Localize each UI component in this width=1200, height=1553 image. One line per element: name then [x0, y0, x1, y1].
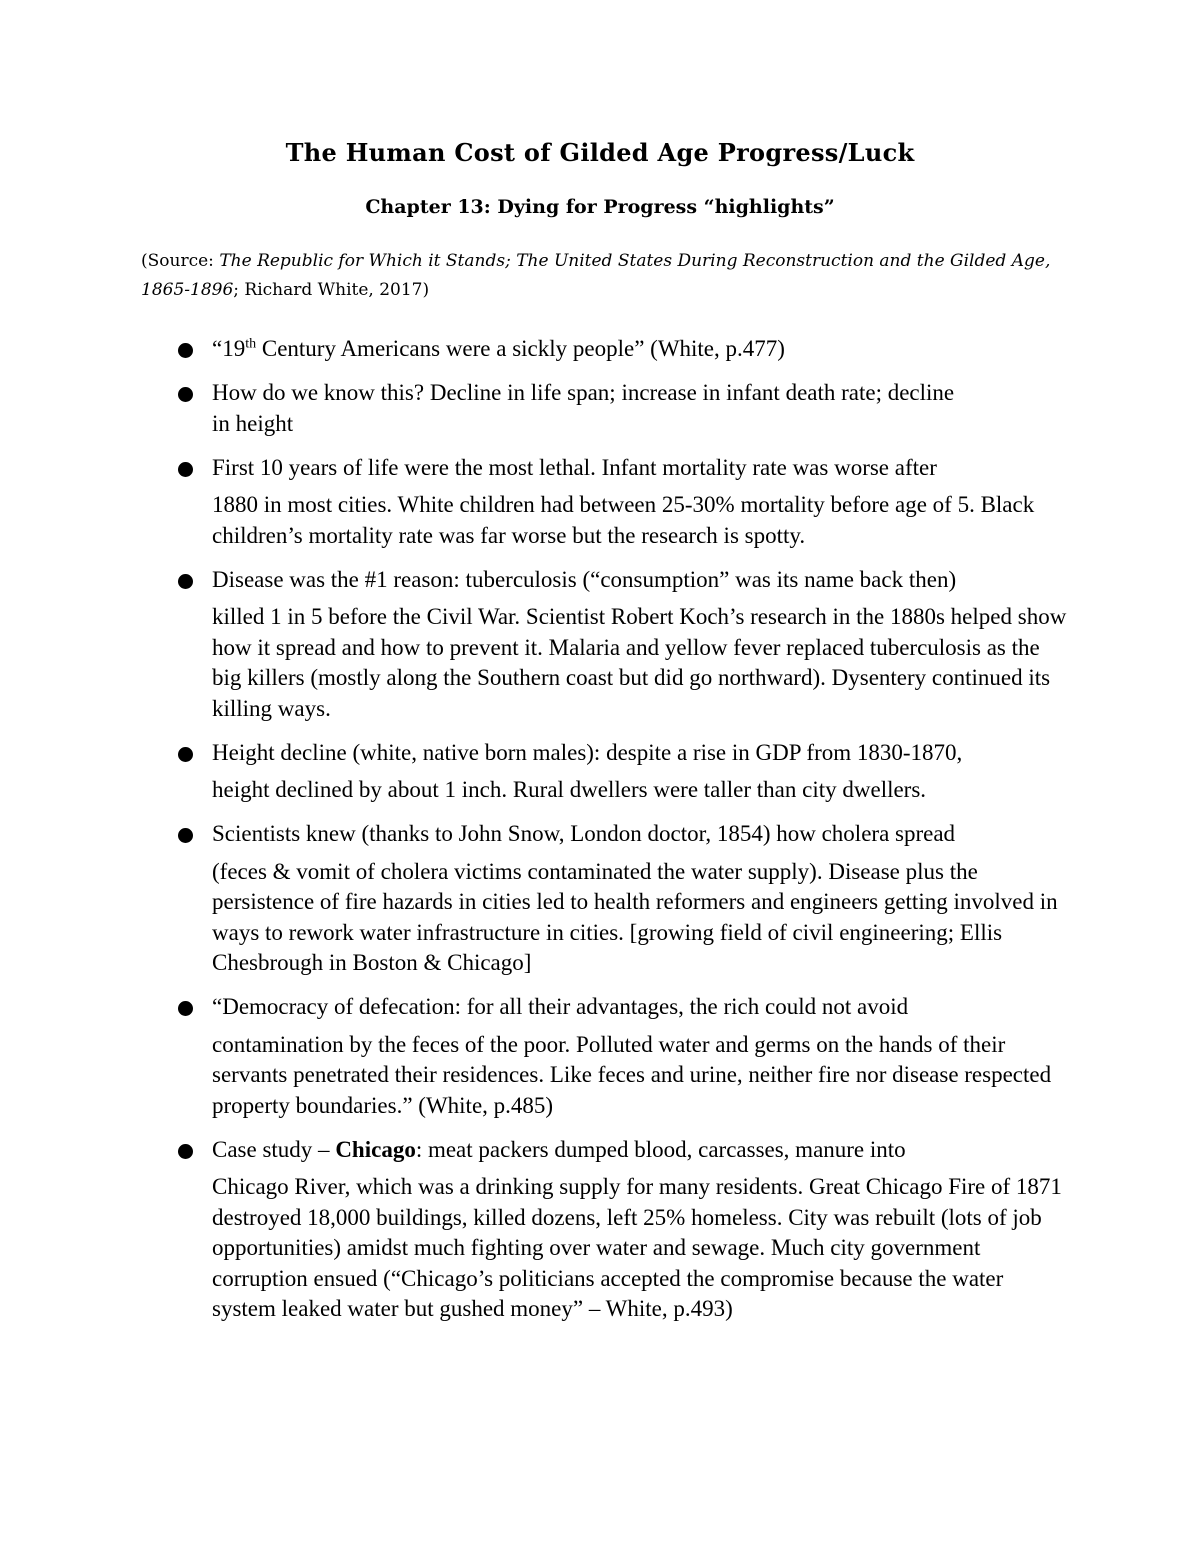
bullet-icon [178, 747, 193, 762]
source-suffix: ; Richard White, 2017) [233, 280, 430, 300]
bullet-text: : meat packers dumped blood, carcasses, manure into [415, 1136, 906, 1162]
bullet-text: Case study – [212, 1136, 336, 1162]
list-item [170, 992, 1070, 1121]
chapter-subtitle: Chapter 13: Dying for Progress “highlights” [365, 196, 835, 218]
bullet-continuation: contamination by the feces of the poor. Polluted water and germs on the hands of their servants penetrated their residences. Like feces and urine, neither fire nor disease respected property boundaries.” (White, p.485) [212, 1031, 1052, 1118]
bullet-icon [178, 343, 193, 358]
source-prefix: (Source: [141, 251, 220, 271]
list-item [170, 819, 1070, 979]
list-item [170, 453, 1070, 552]
bullet-first-line: Height decline (white, native born males): despite a rise in GDP from 1830-1870, [212, 739, 963, 765]
bullet-icon [178, 1144, 193, 1159]
bullet-continuation: height declined by about 1 inch. Rural dwellers were taller than city dwellers. [212, 777, 927, 802]
bullet-first-line [212, 1135, 1070, 1166]
bullet-continuation: in height [212, 410, 294, 436]
bullet-continuation: Chicago River, which was a drinking supply for many residents. Great Chicago Fire of 1871 destroyed 18,000 buildings, killed dozens, left 25% homeless. City was rebuilt (lots of job opportunities) amidst much fighting over water and sewage. Much city government corruption ensued (“Chicago’s politicians accepted the compromise because the water system leaked water but gushed money” – White, p.493) [212, 1174, 1062, 1321]
bullet-icon [178, 828, 193, 843]
bullet-first-line: How do we know this? Decline in life span; increase in infant death rate; decline [212, 380, 955, 405]
bullet-continuation: (feces & vomit of cholera victims contaminated the water supply). Disease plus the persistence of fire hazards in cities led to health reformers and engineers getting involved in ways to rework water infrastructure in cities. [growing field of civil engineering; Ellis Chesbrough in Boston & Chicago] [212, 858, 1058, 975]
bullet-icon [178, 574, 193, 589]
bullet-first-line: “Democracy of defecation: for all their advantages, the rich could not avoid [212, 994, 909, 1019]
list-item [170, 1135, 1070, 1325]
bullet-icon [178, 462, 193, 477]
bullet-first-line: Scientists knew (thanks to John Snow, London doctor, 1854) how cholera spread [212, 821, 956, 846]
document-title: The Human Cost of Gilded Age Progress/Luck [285, 138, 915, 167]
bullet-continuation: killed 1 in 5 before the Civil War. Scientist Robert Koch’s research in the 1880s helped show how it spread and how to prevent it. Malaria and yellow fever replaced tuberculosis as the big killers (mostly along the Southern coast but did go northward). Dysentery continued its killing ways. [212, 604, 1067, 721]
bullet-icon [178, 1001, 193, 1016]
source-book-title: The Republic for Which it Stands; The United States During Reconstruction and the Gilded Age, 1865-1896 [141, 251, 1051, 300]
list-item [170, 334, 1070, 365]
bullet-text: Century Americans were a sickly people” (White, p.477) [256, 336, 785, 361]
bullet-continuation: 1880 in most cities. White children had between 25-30% mortality before age of 5. Black children’s mortality rate was far worse but the research is spotty. [212, 492, 1035, 548]
bullet-first-line: Disease was the #1 reason: tuberculosis (“consumption” was its name back then) [212, 566, 957, 592]
bold-text: Chicago [335, 1136, 416, 1162]
bullet-first-line: First 10 years of life were the most lethal. Infant mortality rate was worse after [212, 454, 937, 480]
bullet-first-line [212, 334, 1070, 365]
highlights-list [170, 334, 1070, 1338]
source-citation [141, 247, 1061, 305]
superscript-text: th [245, 336, 257, 352]
list-item [170, 565, 1070, 725]
list-item [170, 738, 1070, 806]
bullet-text: “19 [212, 336, 246, 361]
bullet-icon [178, 387, 193, 402]
list-item [170, 378, 1070, 439]
